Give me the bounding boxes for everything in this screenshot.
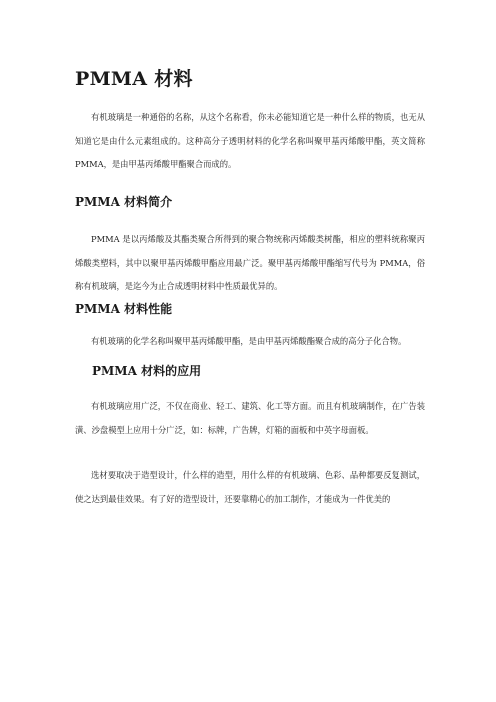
intro-paragraph: 有机玻璃是一种通俗的名称，从这个名称看，你未必能知道它是一种什么样的物质，也无从知道它是由什么元素组成的。这种高分子透明材料的化学名称叫聚甲基丙烯酸甲酯，英文简称 PMMA，是由甲基丙烯酸甲酯聚合而成的。	[75, 112, 425, 169]
section-paragraph-applications-2: 选材要取决于造型设计，什么样的造型，用什么样的有机玻璃、色彩、品种都要反复测试，使之达到最佳效果。有了好的造型设计，还要靠精心的加工制作，才能成为一件优美的	[75, 470, 425, 504]
section-paragraph-intro: PMMA 是以丙烯酸及其酯类聚合所得到的聚合物统称丙烯酸类树酯，相应的塑料统称聚丙烯酸类塑料，其中以聚甲基丙烯酸甲酯应用最广泛。聚甲基丙烯酸甲酯缩写代号为 PMMA，俗称有机玻璃，是迄今为止合成透明材料中性质最优异的。	[75, 234, 425, 291]
section-heading-intro: PMMA 材料简介	[75, 195, 173, 209]
section-heading-applications: PMMA 材料的应用	[92, 364, 202, 378]
section-paragraph-applications-1: 有机玻璃应用广泛，不仅在商业、轻工、建筑、化工等方面。而且有机玻璃制作，在广告装潢、沙盘模型上应用十分广泛，如：标牌，广告牌，灯箱的面板和中英字母面板。	[75, 401, 425, 435]
section-heading-properties: PMMA 材料性能	[75, 302, 173, 316]
document-title: PMMA 材料	[75, 68, 193, 90]
section-paragraph-properties: 有机玻璃的化学名称叫聚甲基丙烯酸甲酯，是由甲基丙烯酸酯聚合成的高分子化合物。	[91, 336, 407, 346]
